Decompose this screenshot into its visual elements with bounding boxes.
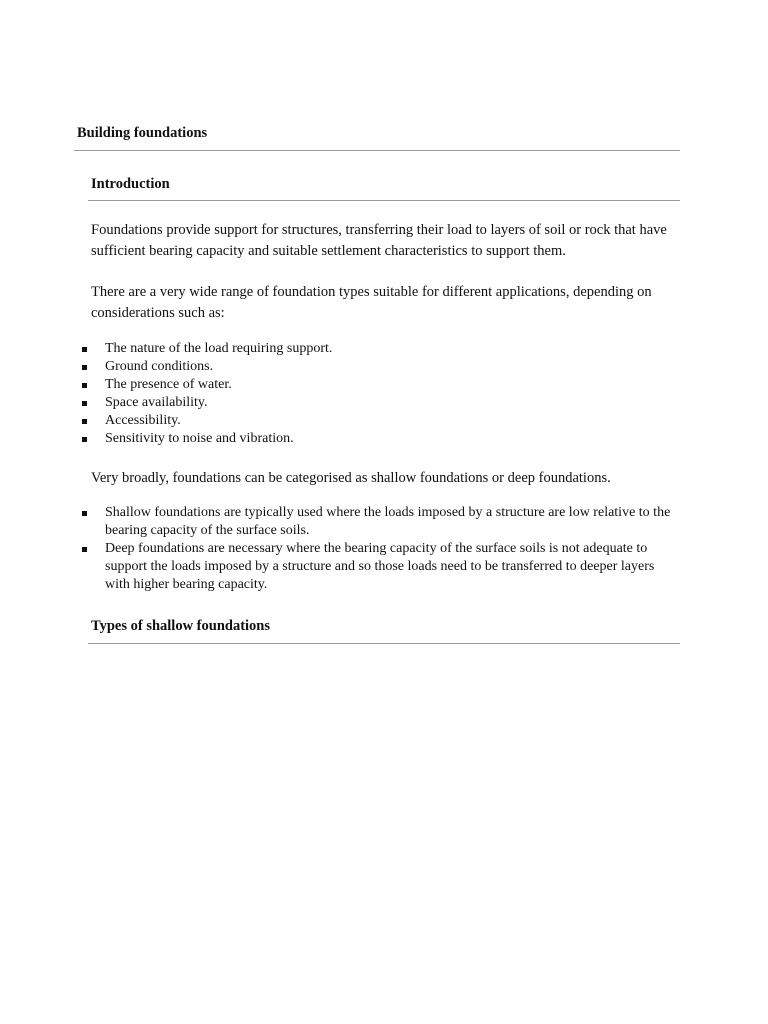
square-bullet-icon: [82, 383, 87, 388]
list-item: [0, 504, 700, 540]
square-bullet-icon: [82, 365, 87, 370]
page-title: Building foundations: [77, 125, 208, 141]
list-item-text: Space availability.: [105, 395, 208, 410]
list-item-text: Ground conditions.: [105, 359, 214, 374]
list-item-text: The presence of water.: [105, 377, 232, 392]
list-item-text: Deep foundations are necessary where the bearing capacity of the surface soils is not adequate to support the loads imposed by a structure and so those loads need to be transferred to deeper layers with higher bearing capacity.: [105, 541, 655, 592]
list-item: [0, 358, 700, 376]
square-bullet-icon: [82, 419, 87, 424]
considerations-list: [0, 340, 700, 448]
list-item: [0, 412, 700, 430]
list-item-text: Sensitivity to noise and vibration.: [105, 431, 294, 446]
square-bullet-icon: [82, 547, 87, 552]
square-bullet-icon: [82, 437, 87, 442]
list-item: [0, 540, 700, 594]
section-heading-introduction: Introduction: [91, 176, 170, 192]
list-item: [0, 430, 700, 448]
square-bullet-icon: [82, 511, 87, 516]
title-divider: [74, 150, 680, 151]
intro-paragraph-2: There are a very wide range of foundation types suitable for different applications, depending on considerations such as:: [91, 284, 652, 321]
section-heading-shallow-types: Types of shallow foundations: [91, 618, 271, 634]
shallow-types-divider: [88, 643, 680, 644]
square-bullet-icon: [82, 401, 87, 406]
square-bullet-icon: [82, 347, 87, 352]
introduction-divider: [88, 200, 680, 201]
list-item-text: Shallow foundations are typically used where the loads imposed by a structure are low relative to the bearing capacity of the surface soils.: [105, 505, 671, 538]
intro-paragraph-3: Very broadly, foundations can be categorised as shallow foundations or deep foundations.: [91, 470, 611, 486]
foundation-categories-list: [0, 504, 700, 594]
list-item-text: Accessibility.: [105, 413, 181, 428]
intro-paragraph-1: Foundations provide support for structures, transferring their load to layers of soil or rock that have sufficient bearing capacity and suitable settlement characteristics to support them.: [91, 222, 667, 259]
list-item: [0, 376, 700, 394]
list-item: [0, 394, 700, 412]
list-item-text: The nature of the load requiring support.: [105, 341, 333, 356]
list-item: [0, 340, 700, 358]
